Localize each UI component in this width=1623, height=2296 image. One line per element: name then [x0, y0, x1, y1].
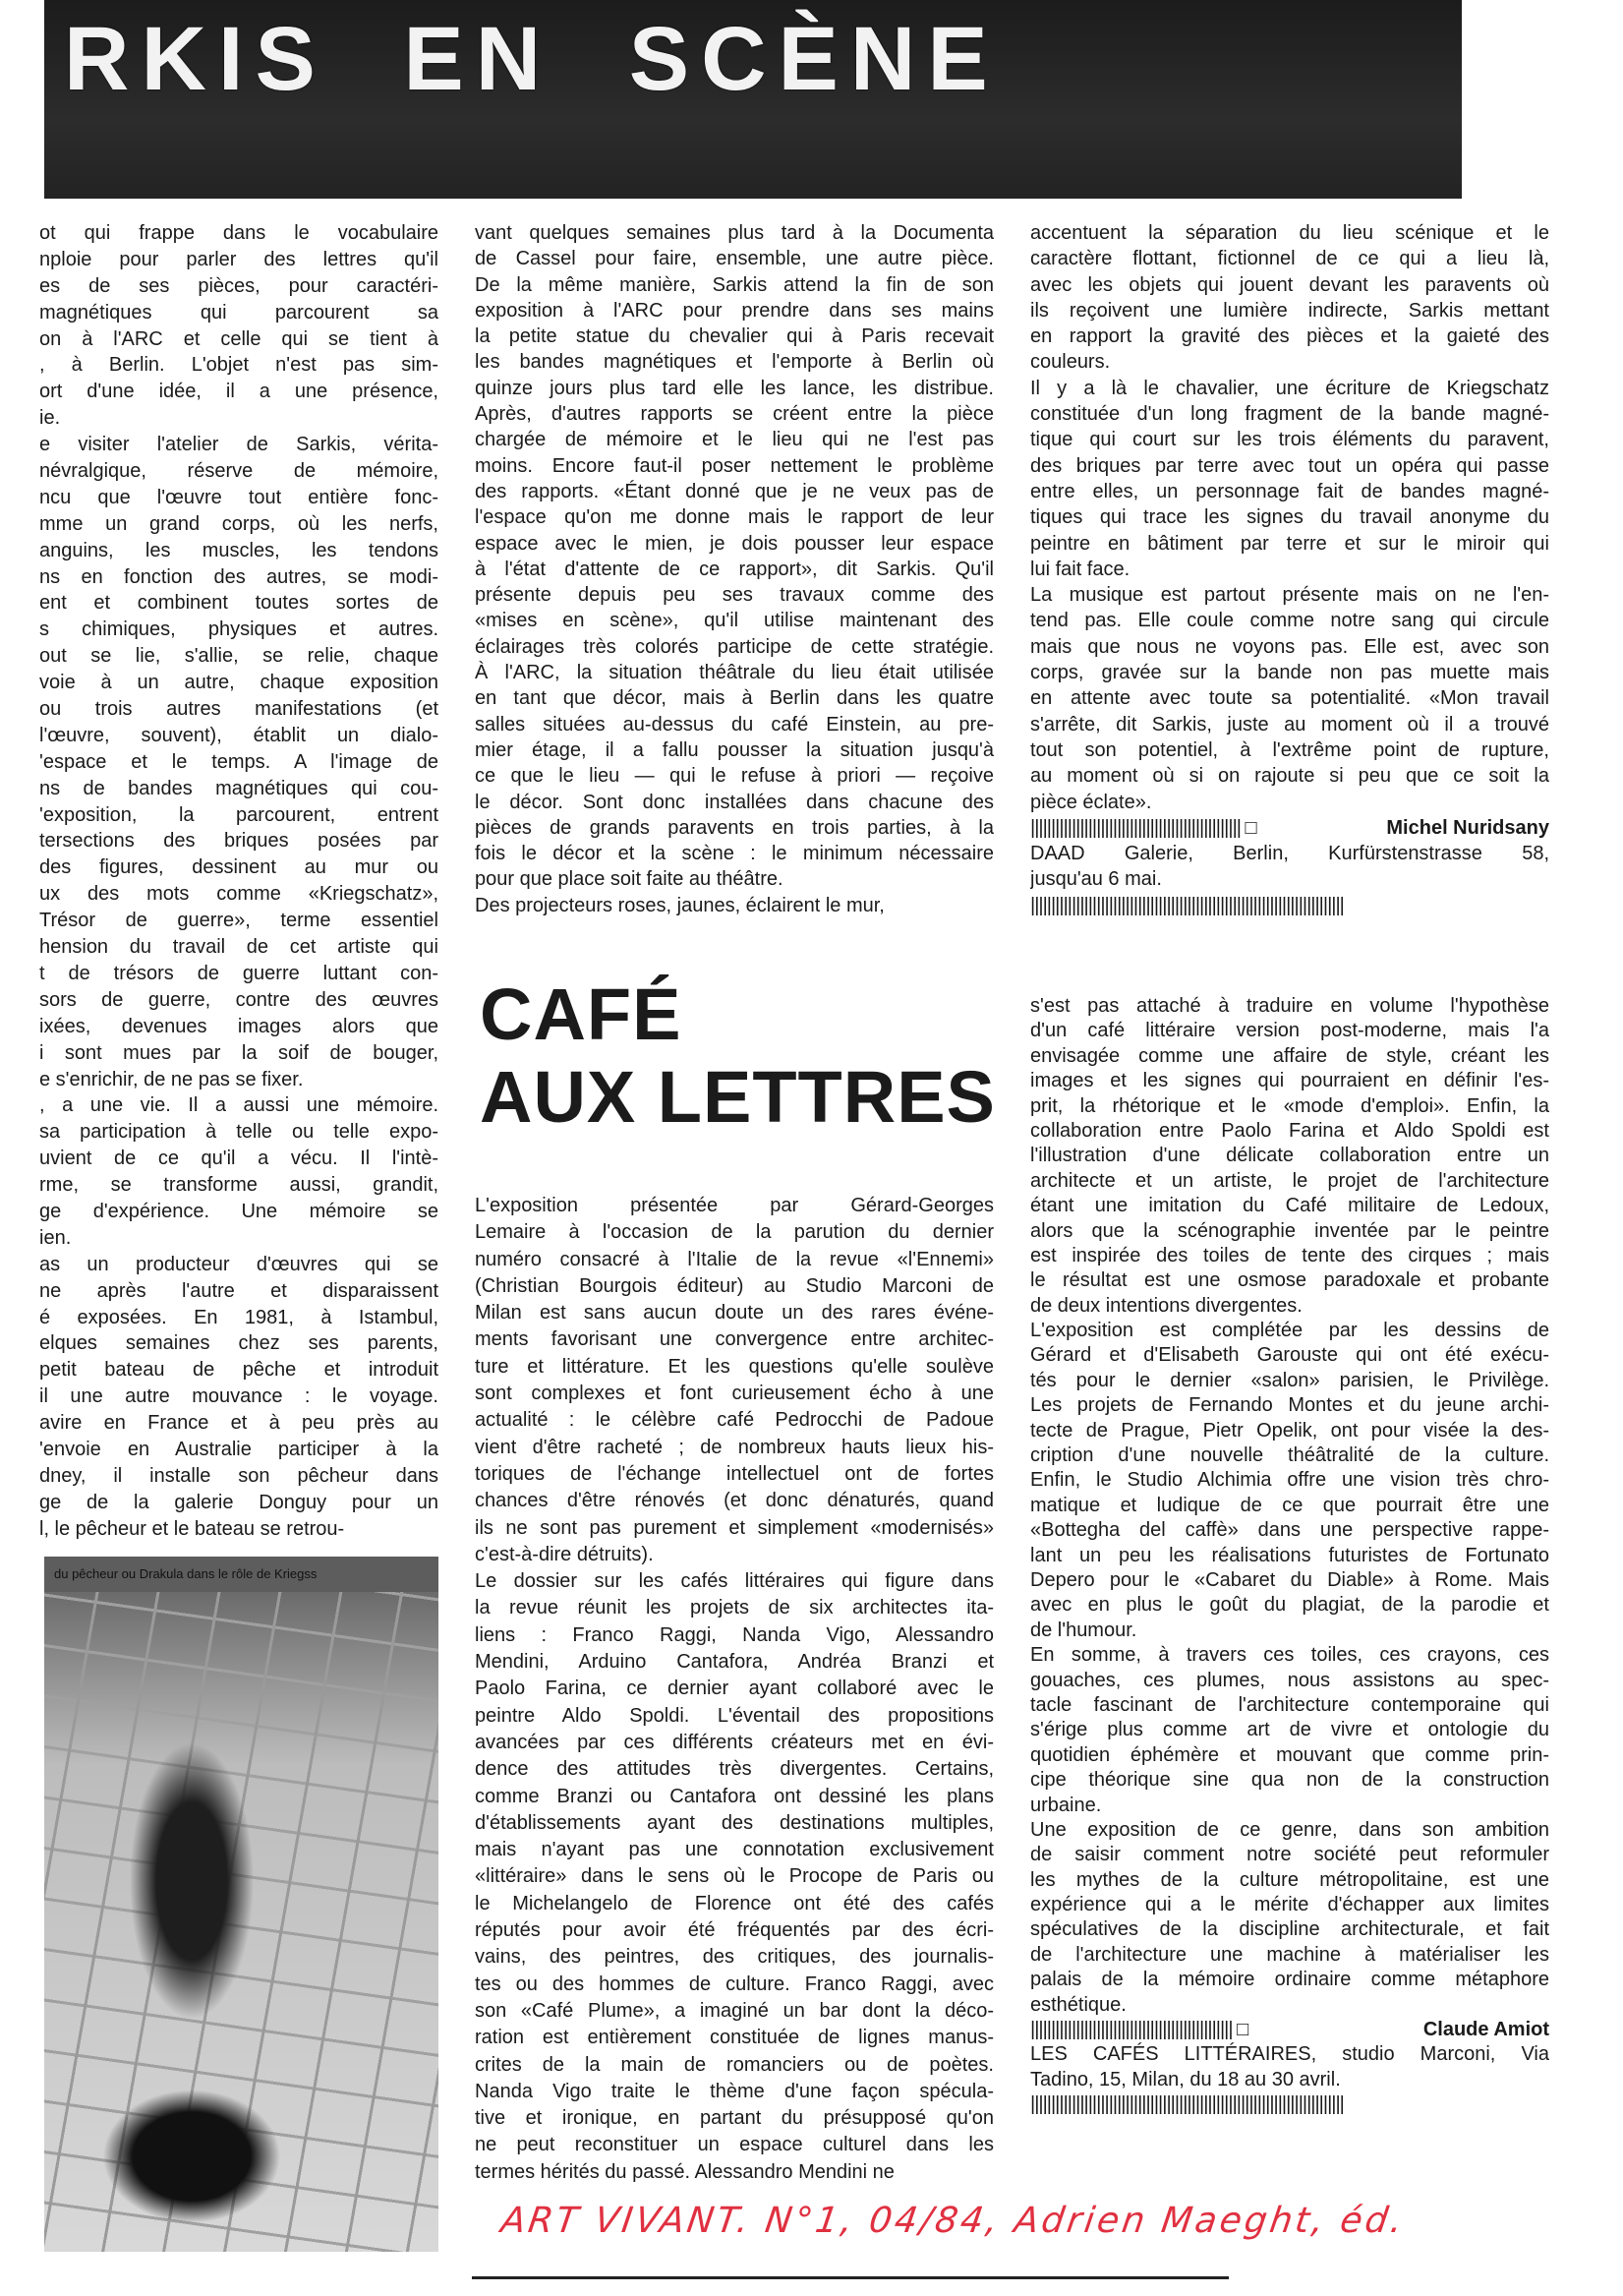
text-line: tes ou des hommes de culture. Franco Raggi, avec	[475, 1972, 994, 1995]
text-line: t de trésors de guerre luttant con-	[39, 962, 438, 984]
text-line: «Bottegha del caffè» dans une perspective rappe-	[1030, 1519, 1549, 1542]
text-line: e visiter l'atelier de Sarkis, vérita-	[39, 434, 438, 456]
text-line: Trésor de guerre», terme essentiel	[39, 910, 438, 932]
text-line: Depero pour le «Cabaret du Diable» à Rome. Mais	[1030, 1568, 1549, 1591]
text-line: toriques de l'échange intellectuel ont de fortes	[475, 1462, 994, 1485]
paragraph	[39, 432, 438, 1092]
text-line: tés pour le dernier «salon» parisien, le Privilège.	[1030, 1369, 1549, 1391]
article1-middle-column	[475, 220, 994, 918]
text-line: L'exposition est complétée par les dessins de	[1030, 1320, 1549, 1342]
text-line: hension du travail de cet artiste qui	[39, 936, 438, 959]
paragraph	[475, 1193, 994, 1568]
text-line: l'espace qu'on me donne mais le rapport de leur	[475, 506, 994, 529]
text-line: peintre en bâtiment par terre et sur le miroir qui	[1030, 532, 1549, 555]
text-line: En somme, à travers ces toiles, ces crayons, ces	[1030, 1644, 1549, 1667]
page-title: RKIS EN SCÈNE	[64, 9, 1000, 109]
text-line: vient d'être racheté ; de nombreux hauts lieux his-	[475, 1436, 994, 1458]
rule-divider: ||||||||||||||||||||||||||||||||||||||||||||||||| □	[1030, 2019, 1248, 2041]
article1-right-column	[1030, 220, 1549, 918]
author-name: Michel Nuridsany	[1386, 816, 1549, 839]
text-line: tersections des briques posées par	[39, 830, 438, 853]
text-line: couleurs.	[1030, 351, 1111, 374]
text-line: «littéraire» dans le sens où le Procope de Paris ou	[475, 1865, 994, 1888]
text-line: présente depuis peu ses travaux comme des	[475, 584, 994, 607]
venue-info: DAAD Galerie, Berlin, Kurfürstenstrasse 58,	[1030, 843, 1549, 865]
paragraph	[475, 1568, 994, 2186]
text-line: tive et ironique, en partant du présupposé qu'on	[475, 2107, 994, 2130]
text-line: s chimiques, physiques et autres.	[39, 618, 438, 641]
text-line: névralgique, réserve de mémoire,	[39, 460, 438, 483]
text-line: est inspirée des toiles de tente des cirques ; mais	[1030, 1244, 1549, 1266]
text-line: à l'état d'attente de ce rapport», dit Sarkis. Qu'il	[475, 558, 994, 580]
text-line: urbaine.	[1030, 1794, 1102, 1816]
divider	[472, 2276, 1229, 2279]
text-line: caractère flottant, fictionnel de ce qui a lieu là,	[1030, 248, 1549, 270]
header-band	[44, 0, 1462, 199]
rule-divider: ||||||||||||||||||||||||||||||||||||||||||||||||||||||||||||||||||||||||||||	[1030, 2093, 1344, 2116]
handwritten-note: ART VIVANT. N°1, 04/84, Adrien Maeght, éd.	[498, 2201, 1408, 2241]
text-line: comme Branzi ou Cantafora ont dessiné les plans	[475, 1785, 994, 1807]
text-line: espace avec le mien, je dois pousser leur espace	[475, 532, 994, 555]
text-line: voie à un autre, chaque exposition	[39, 672, 438, 694]
text-line: sa participation à telle ou telle expo-	[39, 1121, 438, 1144]
text-line: ien.	[39, 1226, 72, 1249]
text-line: c'est-à-dire détruits).	[475, 1543, 654, 1565]
text-line: Des projecteurs roses, jaunes, éclairent le mur,	[475, 894, 885, 916]
text-line: corps, gravée sur la bande non pas muette mais	[1030, 662, 1549, 684]
text-line: de l'architecture une machine à matérialiser les	[1030, 1943, 1549, 1966]
text-line: le Michelangelo de Florence ont été des cafés	[475, 1892, 994, 1914]
text-line: ent et combinent toutes sortes de	[39, 592, 438, 615]
text-line: Paolo Farina, ce dernier ayant collaboré avec le	[475, 1678, 994, 1700]
text-line: chances d'être rénovés (et donc dénaturés, quand	[475, 1490, 994, 1512]
text-line: ou trois autres manifestations (et	[39, 698, 438, 721]
article1-left-column	[39, 220, 438, 1543]
article2-middle-column	[475, 1193, 994, 2186]
text-line: actualité : le célèbre café Pedrocchi de Padoue	[475, 1409, 994, 1432]
text-line: é exposées. En 1981, à Istambul,	[39, 1306, 438, 1328]
text-line: peintre Aldo Spoldi. L'éventail des propositions	[475, 1704, 994, 1727]
text-line: ns en fonction des autres, se modi-	[39, 565, 438, 588]
text-line: éclairages très colorés participe de cette stratégie.	[475, 635, 994, 658]
text-line: Les projets de Fernando Montes et du jeune archi-	[1030, 1394, 1549, 1417]
text-line: au moment où si on rajoute si peu que ce soit la	[1030, 765, 1549, 788]
text-line: uvient de ce qu'il a vécu. Il l'intè-	[39, 1148, 438, 1170]
paragraph	[1030, 582, 1549, 815]
text-line: entre elles, un personnage fait de bandes magné-	[1030, 480, 1549, 502]
text-line: s'est pas attaché à traduire en volume l'hypothèse	[1030, 995, 1549, 1017]
text-line: de deux intentions divergentes.	[1030, 1294, 1303, 1317]
text-line: anguins, les muscles, les tendons	[39, 539, 438, 561]
text-line: Une exposition de ce genre, dans son ambition	[1030, 1818, 1549, 1841]
text-line: ux des mots comme «Kriegschatz»,	[39, 883, 438, 906]
text-line: images et les signes qui pourraient en définir l'es-	[1030, 1070, 1549, 1092]
text-line: l'œuvre, souvent), établit un dialo-	[39, 724, 438, 746]
text-line: Enfin, le Studio Alchimia offre une vision très chro-	[1030, 1469, 1549, 1492]
heading-line: AUX LETTRES	[480, 1056, 996, 1138]
text-line: mme un grand corps, où les nerfs,	[39, 512, 438, 535]
rule-divider: ||||||||||||||||||||||||||||||||||||||||||||||||||| □	[1030, 816, 1256, 839]
text-line: fois le décor et la scène : le minimum nécessaire	[475, 843, 994, 865]
text-line: tecte de Prague, Pietr Opelik, ont pour visée la des-	[1030, 1419, 1549, 1442]
article-photo	[44, 1557, 438, 2252]
text-line: ments favorisant une convergence entre architec-	[475, 1328, 994, 1351]
text-line: en rapport la gravité des pièces et la gaieté des	[1030, 325, 1549, 348]
text-line: expérience qui a le mérite d'échapper aux limites	[1030, 1894, 1549, 1916]
text-line: sont complexes et font curieusement écho à une	[475, 1383, 994, 1405]
text-line: avec les objets qui jouent devant les paravents où	[1030, 273, 1549, 296]
text-line: de saisir comment notre société peut reformuler	[1030, 1844, 1549, 1866]
venue-info: jusqu'au 6 mai.	[1030, 868, 1162, 891]
text-line: constituée d'un long fragment de la bande magné-	[1030, 403, 1549, 426]
text-line: ils reçoivent une lumière indirecte, Sarkis mettant	[1030, 299, 1549, 322]
text-line: Milan est sans aucun doute un des rares événe-	[475, 1302, 994, 1325]
text-line: des figures, dessinent au mur ou	[39, 856, 438, 879]
text-line: nploie pour parler des lettres qu'il	[39, 248, 438, 270]
text-line: son «Café Plume», a imaginé un bar dont la déco-	[475, 1999, 994, 2022]
text-line: numéro consacré à l'Italie de la revue «l'Ennemi»	[475, 1248, 994, 1270]
text-line: en attente avec toute sa potentialité. «Mon travail	[1030, 687, 1549, 710]
photo-caption: du pêcheur ou Drakula dans le rôle de Kriegss	[44, 1557, 438, 1592]
paragraph	[1030, 376, 1549, 582]
text-line: 'espace et le temps. A l'image de	[39, 750, 438, 773]
text-line: L'exposition présentée par Gérard-Georges	[475, 1195, 994, 1216]
text-line: avec en plus le goût du plagiat, de la parodie et	[1030, 1594, 1549, 1617]
text-line: ne peut reconstituer un espace culturel dans les	[475, 2134, 994, 2156]
text-line: ort d'une idée, il a une présence,	[39, 381, 438, 403]
text-line: e s'enrichir, de ne pas se fixer.	[39, 1068, 304, 1090]
text-line: pièce éclate».	[1030, 791, 1152, 813]
venue-info: LES CAFÉS LITTÉRAIRES, studio Marconi, Via	[1030, 2043, 1549, 2066]
text-line: elques semaines chez ses parents,	[39, 1332, 438, 1355]
text-line: architecte et un artiste, le projet de l'architecture	[1030, 1169, 1549, 1192]
text-line: mais n'ayant pas une connotation exclusivement	[475, 1839, 994, 1861]
text-line: de Cassel pour faire, ensemble, une autre pièce.	[475, 248, 994, 270]
text-line: s'érige plus comme art de vivre et ontologie du	[1030, 1719, 1549, 1741]
text-line: tend pas. Elle coule comme notre sang qui circule	[1030, 610, 1549, 632]
text-line: le décor. Sont donc installées dans chacune des	[475, 791, 994, 813]
text-line: des rapports. «Étant donné que je ne veux pas de	[475, 480, 994, 502]
heading-line: CAFÉ	[480, 973, 682, 1055]
text-line: Après, d'autres rapports se créent entre la pièce	[475, 403, 994, 426]
text-line: tique qui court sur les trois éléments du paravent,	[1030, 429, 1549, 451]
text-line: sors de guerre, contre des œuvres	[39, 988, 438, 1011]
text-line: Gérard et d'Elisabeth Garouste qui ont été exécu-	[1030, 1344, 1549, 1367]
text-line: la petite statue du chevalier qui à Paris recevait	[475, 325, 994, 348]
article2-right-column	[1030, 994, 1549, 2118]
paragraph	[1030, 994, 1549, 1319]
paragraph	[1030, 1643, 1549, 1818]
text-line: lant un peu les réalisations futuristes de Fortunato	[1030, 1544, 1549, 1566]
text-line: d'établissements ayant des destinations multiples,	[475, 1811, 994, 1834]
paragraph	[39, 1252, 438, 1543]
text-line: avire en France et à peu près au	[39, 1412, 438, 1435]
text-line: Nanda Vigo traite le thème d'une façon spécula-	[475, 2080, 994, 2102]
article2-heading	[480, 973, 996, 1139]
text-line: l, le pêcheur et le bateau se retrou-	[39, 1517, 345, 1540]
paragraph	[39, 1092, 438, 1251]
text-line: , à Berlin. L'objet n'est pas sim-	[39, 354, 438, 377]
text-line: la revue réunit les projets de six architectes ita-	[475, 1597, 994, 1619]
paragraph	[39, 220, 438, 432]
text-line: pour que place soit faite au théâtre.	[475, 868, 783, 891]
text-line: crites de la main de romanciers ou de poètes.	[475, 2053, 994, 2076]
text-line: ot qui frappe dans le vocabulaire	[39, 222, 438, 244]
venue-info: Tadino, 15, Milan, du 18 au 30 avril.	[1030, 2068, 1341, 2090]
text-line: dney, il installe son pêcheur dans	[39, 1464, 438, 1487]
text-line: étant une imitation du Café militaire de Ledoux,	[1030, 1195, 1549, 1217]
text-line: accentuent la séparation du lieu scénique et le	[1030, 222, 1549, 244]
text-line: s'arrête, dit Sarkis, juste au moment où il a trouvé	[1030, 713, 1549, 736]
rule-divider: ||||||||||||||||||||||||||||||||||||||||||||||||||||||||||||||||||||||||||||	[1030, 894, 1344, 916]
text-line: on à l'ARC et celle qui se tient à	[39, 327, 438, 350]
text-line: dence des attitudes très divergentes. Certains,	[475, 1758, 994, 1781]
text-line: spéculatives de la discipline architecturale, et fait	[1030, 1918, 1549, 1941]
text-line: ge d'expérience. Une mémoire se	[39, 1200, 438, 1222]
paragraph	[475, 893, 994, 918]
text-line: 'exposition, la parcourent, entrent	[39, 803, 438, 826]
text-line: gouaches, ces plumes, nous assistons au spec-	[1030, 1669, 1549, 1691]
text-line: Mendini, Arduino Cantafora, Andréa Branzi et	[475, 1651, 994, 1674]
text-line: La musique est partout présente mais on ne l'en-	[1030, 584, 1549, 607]
text-line: vant quelques semaines plus tard à la Documenta	[475, 222, 994, 244]
paragraph	[1030, 220, 1549, 376]
text-line: liens : Franco Raggi, Nanda Vigo, Alessandro	[475, 1623, 994, 1646]
text-line: les bandes magnétiques et l'emporte à Berlin où	[475, 351, 994, 374]
text-line: d'un café littéraire version post-moderne, mais l'a	[1030, 1020, 1549, 1042]
text-line: es de ses pièces, pour caractéri-	[39, 274, 438, 297]
text-line: ncu que l'œuvre tout entière fonc-	[39, 486, 438, 508]
byline	[1030, 815, 1549, 841]
text-line: ge de la galerie Donguy pour un	[39, 1491, 438, 1513]
text-line: De la même manière, Sarkis attend la fin de son	[475, 273, 994, 296]
text-line: pièces de grands paravents en trois parties, à la	[475, 816, 994, 839]
text-line: l'illustration d'une délicate collaboration entre un	[1030, 1145, 1549, 1167]
text-line: ne après l'autre et disparaissent	[39, 1279, 438, 1302]
text-line: de l'humour.	[1030, 1619, 1137, 1641]
paragraph	[1030, 1319, 1549, 1643]
text-line: ie.	[39, 407, 61, 430]
paragraph	[1030, 1818, 1549, 2018]
text-line: lui fait face.	[1030, 558, 1130, 580]
text-line: cription d'une nouvelle théâtralité de la culture.	[1030, 1444, 1549, 1467]
text-line: petit bateau de pêche et introduit	[39, 1359, 438, 1382]
text-line: réputés pour avoir été fréquentés par des écri-	[475, 1919, 994, 1942]
text-line: Le dossier sur les cafés littéraires qui figure dans	[475, 1570, 994, 1593]
text-line: Il y a là le chavalier, une écriture de Kriegschatz	[1030, 377, 1549, 399]
text-line: tiques qui trace les signes du travail anonyme du	[1030, 506, 1549, 529]
text-line: quotidien éphémère et mouvant que comme prin-	[1030, 1743, 1549, 1766]
text-line: chargée de mémoire et le lieu qui ne l'est pas	[475, 429, 994, 451]
text-line: vains, des peintres, des critiques, des journalis-	[475, 1946, 994, 1969]
text-line: rme, se transforme aussi, grandit,	[39, 1174, 438, 1197]
text-line: «mises en scène», qu'il utilise maintenant des	[475, 610, 994, 632]
text-line: À l'ARC, la situation théâtrale du lieu était utilisée	[475, 662, 994, 684]
text-line: i sont mues par la soif de bouger,	[39, 1041, 438, 1064]
text-line: ce que le lieu — qui le refuse à priori — reçoive	[475, 765, 994, 788]
byline	[1030, 2018, 1549, 2042]
paragraph	[475, 220, 994, 893]
text-line: matique et ludique de ce que pourrait être une	[1030, 1494, 1549, 1516]
text-line: envisagée comme une affaire de style, créant les	[1030, 1044, 1549, 1067]
text-line: le résultat est une osmose paradoxale et probante	[1030, 1269, 1549, 1292]
text-line: moins. Encore faut-il poser nettement le problème	[475, 454, 994, 477]
text-line: 'envoie en Australie participer à la	[39, 1438, 438, 1460]
text-line: ration est entièrement constituée de lignes manus-	[475, 2027, 994, 2049]
text-line: cipe théorique sine qua non de la construction	[1030, 1769, 1549, 1792]
text-line: magnétiques qui parcourent sa	[39, 301, 438, 324]
text-line: mier étage, il a fallu pousser la situation jusqu'à	[475, 738, 994, 761]
text-line: esthétique.	[1030, 1993, 1127, 2016]
text-line: ns de bandes magnétiques qui cou-	[39, 777, 438, 799]
text-line: exposition à l'ARC pour prendre dans ses mains	[475, 299, 994, 322]
text-line: Lemaire à l'occasion de la parution du dernier	[475, 1221, 994, 1244]
text-line: as un producteur d'œuvres qui se	[39, 1253, 438, 1275]
text-line: tacle fascinant de l'architecture contemporaine qui	[1030, 1693, 1549, 1716]
text-line: mais que nous ne voyons pas. Elle est, avec son	[1030, 635, 1549, 658]
text-line: les mythes de la culture métropolitaine, est une	[1030, 1868, 1549, 1891]
text-line: ture et littérature. Et les questions qu'elle soulève	[475, 1355, 994, 1378]
text-line: il une autre mouvance : le voyage.	[39, 1385, 438, 1408]
text-line: des briques par terre avec tout un opéra qui passe	[1030, 454, 1549, 477]
text-line: termes hérités du passé. Alessandro Mendini ne	[475, 2160, 895, 2183]
text-line: palais de la mémoire ordinaire comme métaphore	[1030, 1969, 1549, 1991]
text-line: salles situées au-dessus du café Einstein, au pre-	[475, 713, 994, 736]
text-line: quinze jours plus tard elle les lance, les distribue.	[475, 377, 994, 399]
text-line: tout son potentiel, à l'extrême point de rupture,	[1030, 738, 1549, 761]
author-name: Claude Amiot	[1422, 2019, 1549, 2041]
text-line: collaboration entre Paolo Farina et Aldo Spoldi est	[1030, 1119, 1549, 1142]
text-line: avancées par ces différents créateurs met en évi-	[475, 1731, 994, 1753]
text-line: , a une vie. Il a aussi une mémoire.	[39, 1094, 438, 1117]
text-line: en tant que décor, mais à Berlin dans les quatre	[475, 687, 994, 710]
text-line: ixées, devenues images alors que	[39, 1015, 438, 1037]
text-line: (Christian Bourgois éditeur) au Studio Marconi de	[475, 1274, 994, 1297]
text-line: alors que la scénographie inventée par le peintre	[1030, 1219, 1549, 1242]
text-line: out se lie, s'allie, se relie, chaque	[39, 645, 438, 668]
text-line: prit, la rhétorique et le «mode d'emploi». Enfin, la	[1030, 1094, 1549, 1117]
text-line: ils ne sont pas purement et simplement «modernisés»	[475, 1516, 994, 1539]
